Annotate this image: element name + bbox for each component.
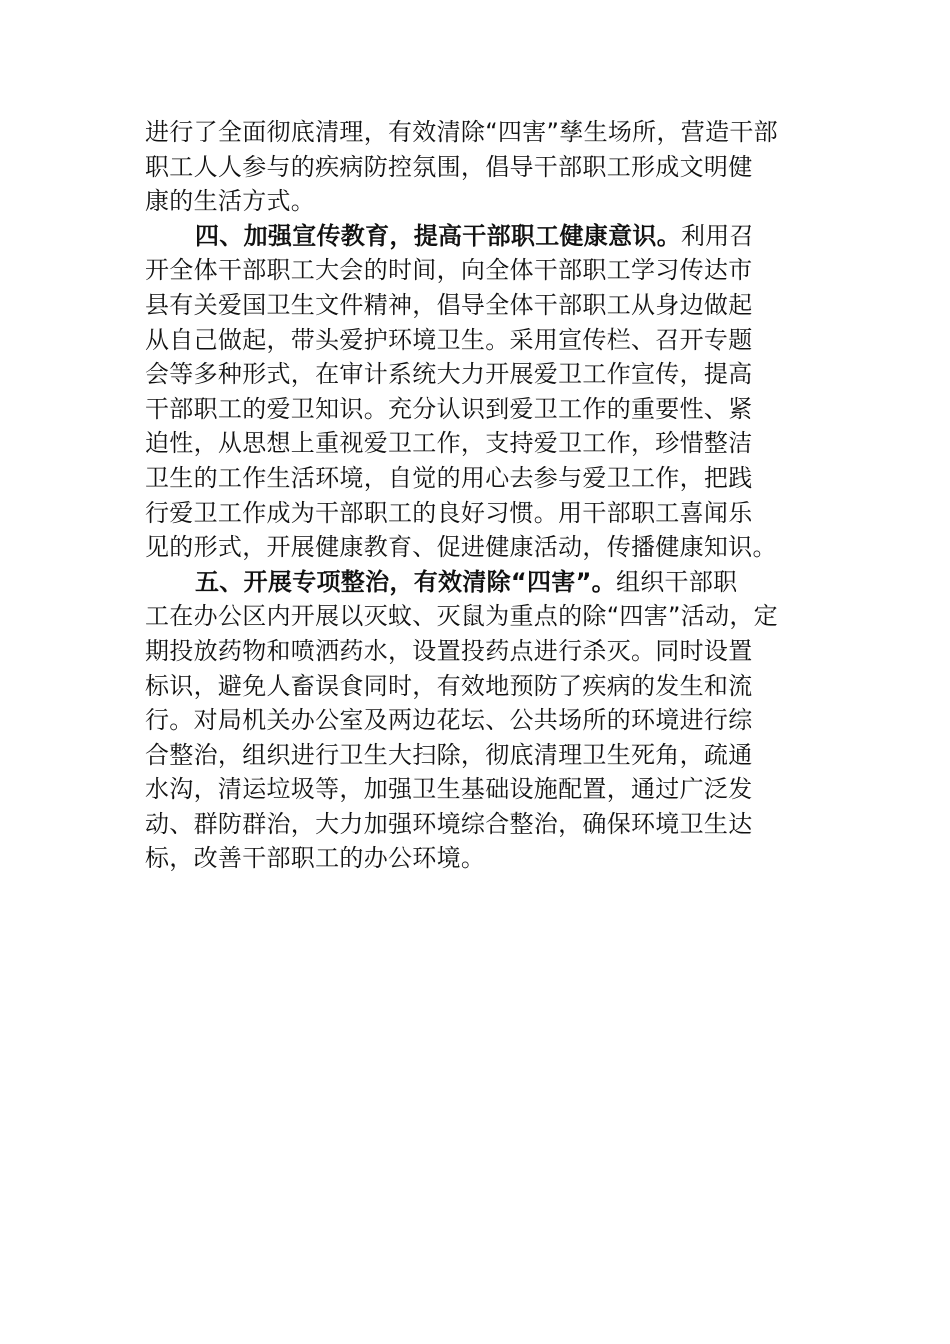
text-line: 从自己做起，带头爱护环境卫生。采用宣传栏、召开专题 (145, 325, 753, 354)
paragraph-continuation (145, 115, 807, 219)
text-line: 工在办公区内开展以灭蚊、灭鼠为重点的除“四害”活动，定 (145, 602, 778, 631)
text-line: 康的生活方式。 (145, 187, 316, 216)
section-five-heading: 五、开展专项整治，有效清除“四害”。 (195, 567, 616, 596)
text-line: 动、群防群治，大力加强环境综合整治，确保环境卫生达 (145, 809, 753, 838)
text-line: 标识，避免人畜误食同时，有效地预防了疾病的发生和流 (145, 671, 753, 700)
section-four-paragraph (145, 219, 807, 565)
text-line: 合整治，组织进行卫生大扫除，彻底清理卫生死角，疏通 (145, 740, 753, 769)
text-line: 行爱卫工作成为干部职工的良好习惯。用干部职工喜闻乐 (145, 498, 753, 527)
section-four-heading: 四、加强宣传教育，提高干部职工健康意识。 (195, 221, 681, 250)
text-line: 卫生的工作生活环境，自觉的用心去参与爱卫工作，把践 (145, 463, 753, 492)
text-line: 县有关爱国卫生文件精神，倡导全体干部职工从身边做起 (145, 290, 753, 319)
section-five-paragraph (145, 565, 807, 876)
text-line: 水沟，清运垃圾等，加强卫生基础设施配置，通过广泛发 (145, 775, 753, 804)
section-five-lead-text: 组织干部职 (615, 567, 738, 596)
text-line: 开全体干部职工大会的时间，向全体干部职工学习传达市 (145, 256, 753, 285)
text-line: 进行了全面彻底清理，有效清除“四害”孳生场所，营造干部 (145, 118, 778, 146)
text-line: 见的形式，开展健康教育、促进健康活动，传播健康知识。 (145, 533, 777, 562)
text-line: 会等多种形式，在审计系统大力开展爱卫工作宣传，提高 (145, 360, 753, 389)
text-line: 行。对局机关办公室及两边花坛、公共场所的环境进行综 (145, 706, 753, 735)
text-line: 标，改善干部职工的办公环境。 (145, 844, 486, 873)
text-line: 迫性，从思想上重视爱卫工作，支持爱卫工作，珍惜整洁 (145, 429, 753, 458)
section-five-first-line (145, 565, 807, 600)
document-body (145, 115, 807, 876)
text-line: 干部职工的爱卫知识。充分认识到爱卫工作的重要性、紧 (145, 394, 753, 423)
text-line: 职工人人参与的疾病防控氛围，倡导干部职工形成文明健 (145, 152, 753, 181)
section-four-first-line (145, 219, 807, 254)
section-four-lead-text: 利用召 (681, 221, 754, 250)
text-line: 期投放药物和喷洒药水，设置投药点进行杀灭。同时设置 (145, 636, 753, 665)
